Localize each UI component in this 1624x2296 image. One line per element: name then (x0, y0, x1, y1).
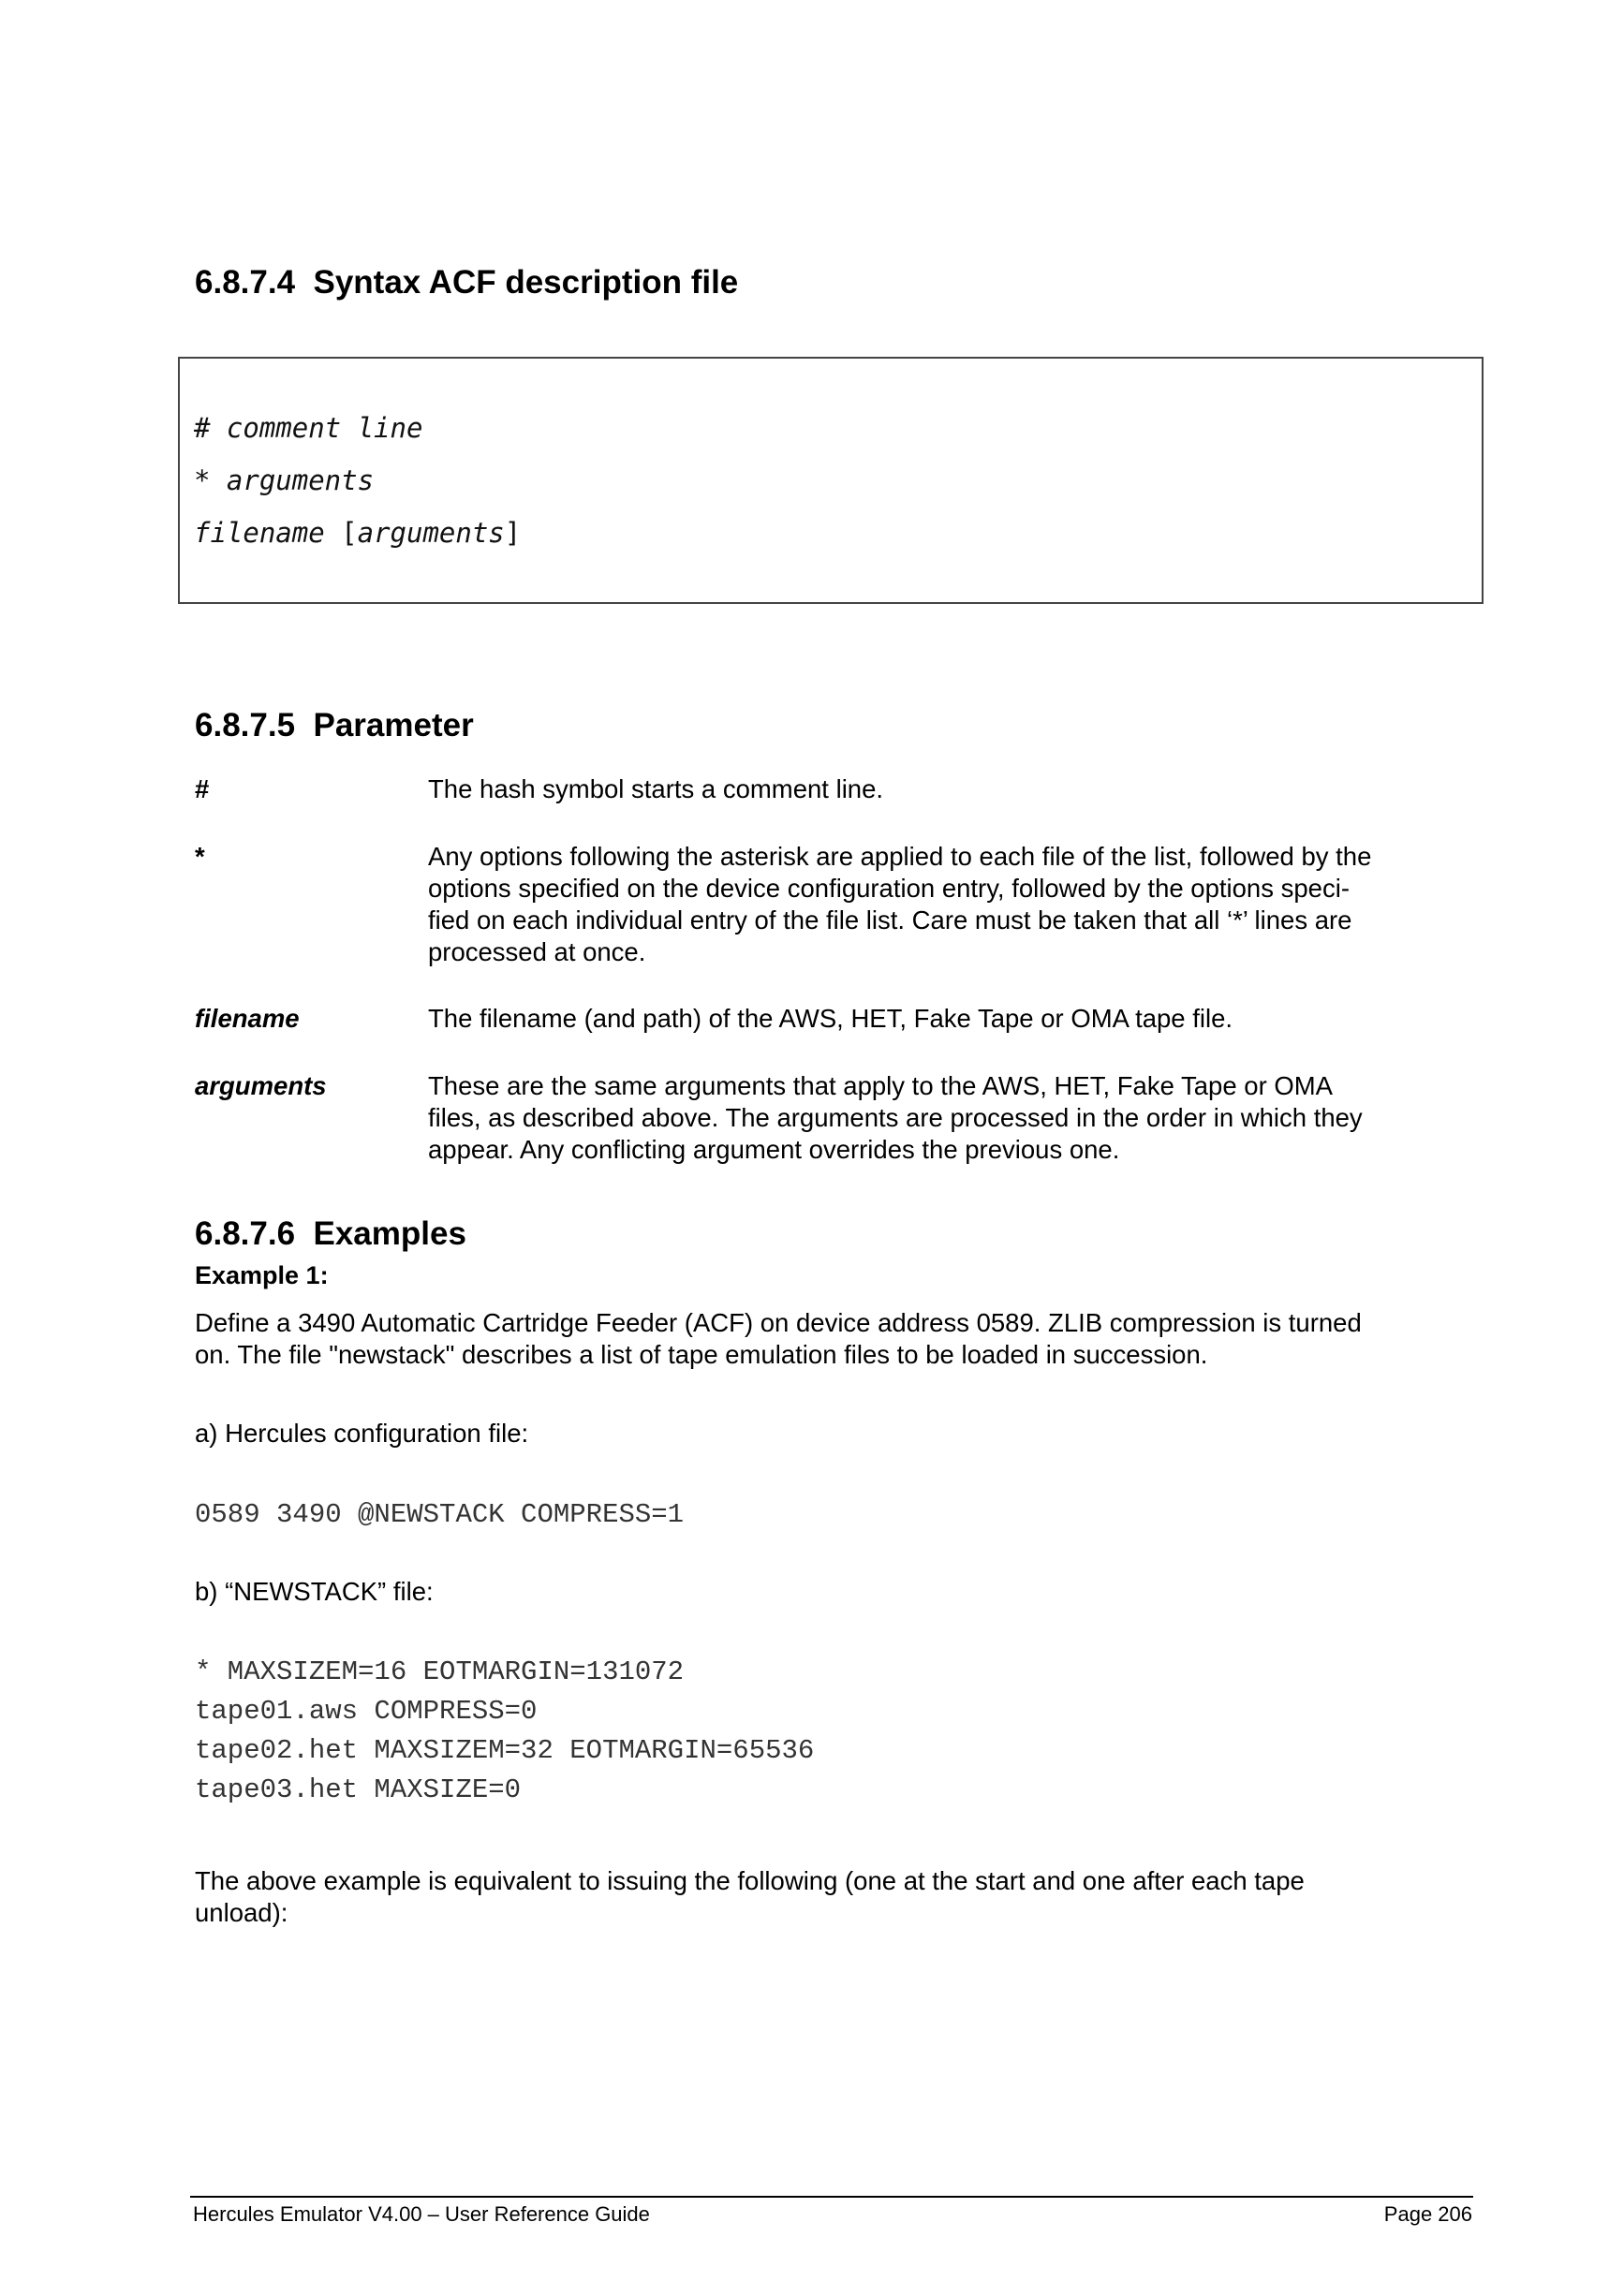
syntax-prefix: # (194, 412, 227, 444)
syntax-prefix: * (194, 464, 227, 496)
param-term-filename: filename (195, 1004, 300, 1033)
param-desc-asterisk-line: processed at once. (428, 937, 646, 966)
example-title: Example 1: (195, 1261, 329, 1289)
equivalent-text-line: The above example is equivalent to issuing the following (one at the start and one after each tape (195, 1866, 1305, 1895)
syntax-line-comment (194, 412, 422, 444)
syntax-optional: arguments (357, 517, 505, 549)
param-desc-filename: The filename (and path) of the AWS, HET, Fake Tape or OMA tape file. (428, 1004, 1233, 1033)
config-code-line: 0589 3490 @NEWSTACK COMPRESS=1 (195, 1499, 685, 1530)
param-desc-hash: The hash symbol starts a comment line. (428, 774, 884, 803)
footer-title: Hercules Emulator V4.00 – User Reference Guide (193, 2202, 650, 2226)
param-term-hash: # (195, 774, 210, 803)
config-file-label: a) Hercules configuration file: (195, 1419, 529, 1448)
section-heading-syntax: 6.8.7.4 Syntax ACF description file (195, 264, 739, 301)
newstack-code-line: * MAXSIZEM=16 EOTMARGIN=131072 (195, 1656, 685, 1687)
param-desc-asterisk-line: Any options following the asterisk are applied to each file of the list, followed by the (428, 842, 1372, 871)
param-desc-arguments-line: These are the same arguments that apply to the AWS, HET, Fake Tape or OMA (428, 1071, 1334, 1100)
footer-rule (190, 2196, 1473, 2198)
syntax-text: comment line (226, 412, 423, 444)
param-desc-asterisk-line: options specified on the device configuration entry, followed by the options speci- (428, 874, 1350, 903)
param-term-arguments: arguments (195, 1071, 327, 1100)
syntax-box (178, 357, 1484, 604)
bracket-close: ] (504, 517, 522, 549)
syntax-text: filename (194, 517, 342, 549)
param-desc-arguments-line: appear. Any conflicting argument overrides the previous one. (428, 1135, 1120, 1164)
example-intro-line: on. The file "newstack" describes a list of tape emulation files to be loaded in succession. (195, 1340, 1208, 1369)
newstack-code-line: tape01.aws COMPRESS=0 (195, 1696, 538, 1727)
newstack-code-line: tape02.het MAXSIZEM=32 EOTMARGIN=65536 (195, 1735, 815, 1766)
param-term-asterisk: * (195, 842, 205, 871)
syntax-line-filename (194, 517, 521, 549)
param-desc-asterisk-line: fied on each individual entry of the file list. Care must be taken that all ‘*’ lines are (428, 905, 1352, 935)
syntax-text: arguments (226, 464, 375, 496)
newstack-code-line: tape03.het MAXSIZE=0 (195, 1774, 522, 1805)
section-heading-parameter: 6.8.7.5 Parameter (195, 707, 474, 743)
equivalent-text-line: unload): (195, 1898, 288, 1927)
footer-page-number: Page 206 (1383, 2202, 1472, 2226)
newstack-file-label: b) “NEWSTACK” file: (195, 1577, 434, 1606)
example-intro-line: Define a 3490 Automatic Cartridge Feeder (ACF) on device address 0589. ZLIB compression is turned (195, 1308, 1362, 1337)
bracket-open: [ (341, 517, 358, 549)
syntax-line-asterisk (194, 464, 374, 496)
section-heading-examples: 6.8.7.6 Examples (195, 1215, 466, 1252)
param-desc-arguments-line: files, as described above. The arguments are processed in the order in which they (428, 1103, 1363, 1132)
